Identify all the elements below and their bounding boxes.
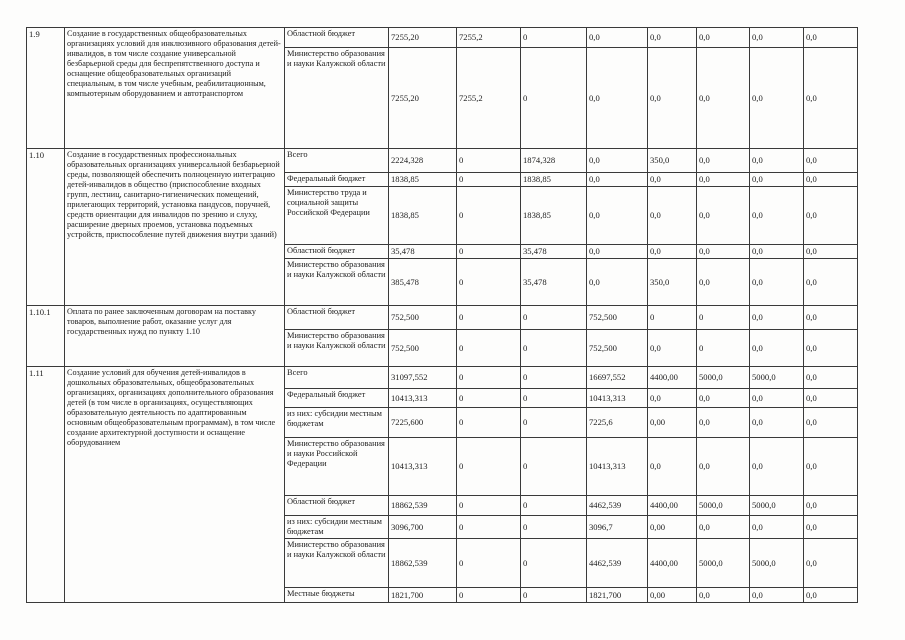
table-row xyxy=(27,367,858,389)
amount-cell: 0,0 xyxy=(648,28,697,48)
amount-cell: 0 xyxy=(457,516,521,539)
amount-cell: 0,0 xyxy=(750,516,804,539)
amount-cell: 0,0 xyxy=(697,245,750,259)
amount-cell: 0,0 xyxy=(648,330,697,367)
amount-cell: 0 xyxy=(521,587,587,602)
amount-cell: 3096,700 xyxy=(389,516,457,539)
amount-cell: 0 xyxy=(521,367,587,389)
amount-cell: 0,0 xyxy=(587,149,648,173)
amount-cell: 0 xyxy=(648,306,697,330)
amount-cell: 0,0 xyxy=(804,187,858,245)
amount-cell: 0,0 xyxy=(750,330,804,367)
amount-cell: 0,0 xyxy=(804,587,858,602)
amount-cell: 752,500 xyxy=(389,306,457,330)
funding-source: Министерство труда и социальной защиты Российской Федерации xyxy=(285,187,389,245)
amount-cell: 18862,539 xyxy=(389,496,457,516)
amount-cell: 0,0 xyxy=(804,496,858,516)
funding-source: Областной бюджет xyxy=(285,496,389,516)
table-body xyxy=(27,28,858,603)
amount-cell: 1874,328 xyxy=(521,149,587,173)
amount-cell: 0 xyxy=(521,408,587,438)
amount-cell: 0 xyxy=(457,173,521,187)
funding-source: Всего xyxy=(285,149,389,173)
amount-cell: 0,0 xyxy=(750,259,804,306)
amount-cell: 7255,20 xyxy=(389,48,457,149)
amount-cell: 0,0 xyxy=(587,187,648,245)
amount-cell: 1838,85 xyxy=(521,187,587,245)
amount-cell: 0,0 xyxy=(750,245,804,259)
amount-cell: 5000,0 xyxy=(750,496,804,516)
amount-cell: 0,0 xyxy=(804,149,858,173)
amount-cell: 0,0 xyxy=(750,389,804,408)
amount-cell: 0,0 xyxy=(697,28,750,48)
amount-cell: 0,0 xyxy=(804,306,858,330)
funding-source: Министерство образования и науки Калужской области xyxy=(285,538,389,587)
funding-source: Министерство образования и науки Калужской области xyxy=(285,330,389,367)
amount-cell: 0,00 xyxy=(648,516,697,539)
amount-cell: 0 xyxy=(457,259,521,306)
amount-cell: 18862,539 xyxy=(389,538,457,587)
amount-cell: 350,0 xyxy=(648,149,697,173)
amount-cell: 0 xyxy=(457,330,521,367)
amount-cell: 7255,2 xyxy=(457,28,521,48)
amount-cell: 0 xyxy=(521,496,587,516)
amount-cell: 752,500 xyxy=(587,330,648,367)
amount-cell: 0 xyxy=(697,330,750,367)
funding-source: Всего xyxy=(285,367,389,389)
amount-cell: 0 xyxy=(457,306,521,330)
amount-cell: 0 xyxy=(521,516,587,539)
table-row xyxy=(27,149,858,173)
amount-cell: 0,0 xyxy=(804,538,858,587)
amount-cell: 0,0 xyxy=(750,408,804,438)
amount-cell: 5000,0 xyxy=(697,538,750,587)
amount-cell: 0 xyxy=(521,28,587,48)
amount-cell: 0 xyxy=(521,330,587,367)
amount-cell: 0 xyxy=(457,367,521,389)
amount-cell: 0,0 xyxy=(804,516,858,539)
amount-cell: 5000,0 xyxy=(750,367,804,389)
amount-cell: 7255,2 xyxy=(457,48,521,149)
amount-cell: 4400,00 xyxy=(648,367,697,389)
amount-cell: 0 xyxy=(457,408,521,438)
amount-cell: 10413,313 xyxy=(389,389,457,408)
amount-cell: 0,0 xyxy=(804,28,858,48)
amount-cell: 0,0 xyxy=(804,245,858,259)
table-row xyxy=(27,28,858,48)
item-description: Создание условий для обучения детей-инвалидов в дошкольных образовательных, общеобразовательных организациях, организациях дополнительного образования детей (в том числе в организациях, осуществляющих образовательную деятельность по адаптированным основным общеобразовательным программам), в том числе создание архитектурной доступности и оснащение оборудованием xyxy=(65,367,285,603)
amount-cell: 16697,552 xyxy=(587,367,648,389)
amount-cell: 752,500 xyxy=(389,330,457,367)
item-code: 1.11 xyxy=(27,367,65,603)
funding-source: Местные бюджеты xyxy=(285,587,389,602)
amount-cell: 0 xyxy=(457,438,521,496)
amount-cell: 4462,539 xyxy=(587,496,648,516)
amount-cell: 0 xyxy=(521,389,587,408)
amount-cell: 752,500 xyxy=(587,306,648,330)
funding-source: из них: субсидии местным бюджетам xyxy=(285,516,389,539)
amount-cell: 4400,00 xyxy=(648,496,697,516)
amount-cell: 0,0 xyxy=(587,259,648,306)
amount-cell: 0,00 xyxy=(648,408,697,438)
amount-cell: 0 xyxy=(457,496,521,516)
amount-cell: 5000,0 xyxy=(697,367,750,389)
item-description: Создание в государственных профессиональных образовательных организациях универсальной безбарьерной среды, позволяющей обеспечить полноценную интеграцию детей-инвалидов в общество (приспособление входных групп, лестниц, санитарно-гигиенических помещений, прилегающих территорий, установка пандусов, поручней, средств ориентации для инвалидов по зрению и слуху, расширение дверных проемов, установка подъемных устройств, приспособление путей движения внутри зданий) xyxy=(65,149,285,306)
funding-source: из них: субсидии местным бюджетам xyxy=(285,408,389,438)
amount-cell: 0,0 xyxy=(750,306,804,330)
item-description: Оплата по ранее заключенным договорам на поставку товаров, выполнение работ, оказание услуг для государственных нужд по пункту 1.10 xyxy=(65,306,285,367)
item-description: Создание в государственных общеобразовательных организациях условий для инклюзивного образования детей-инвалидов, в том числе создание универсальной безбарьерной среды для беспрепятственного доступа и оснащение общеобразовательных организаций специальным, в том числе учебным, реабилитационным, компьютерным оборудованием и автотранспортом xyxy=(65,28,285,149)
amount-cell: 0,0 xyxy=(697,408,750,438)
amount-cell: 0,0 xyxy=(750,28,804,48)
funding-source: Федеральный бюджет xyxy=(285,389,389,408)
amount-cell: 0,0 xyxy=(750,48,804,149)
amount-cell: 5000,0 xyxy=(750,538,804,587)
amount-cell: 0 xyxy=(521,306,587,330)
amount-cell: 7255,20 xyxy=(389,28,457,48)
amount-cell: 0 xyxy=(521,538,587,587)
amount-cell: 1838,85 xyxy=(521,173,587,187)
budget-table xyxy=(26,27,858,603)
amount-cell: 0 xyxy=(457,149,521,173)
amount-cell: 1838,85 xyxy=(389,173,457,187)
amount-cell: 35,478 xyxy=(521,245,587,259)
amount-cell: 4400,00 xyxy=(648,538,697,587)
funding-source: Министерство образования и науки Калужской области xyxy=(285,259,389,306)
amount-cell: 0,0 xyxy=(697,438,750,496)
amount-cell: 0,0 xyxy=(697,173,750,187)
amount-cell: 0,0 xyxy=(648,48,697,149)
amount-cell: 0,0 xyxy=(697,516,750,539)
amount-cell: 385,478 xyxy=(389,259,457,306)
amount-cell: 0,0 xyxy=(697,48,750,149)
amount-cell: 0,0 xyxy=(750,587,804,602)
amount-cell: 0,0 xyxy=(804,330,858,367)
amount-cell: 10413,313 xyxy=(389,438,457,496)
amount-cell: 0,0 xyxy=(648,438,697,496)
amount-cell: 0,0 xyxy=(648,245,697,259)
amount-cell: 0,0 xyxy=(587,245,648,259)
amount-cell: 1838,85 xyxy=(389,187,457,245)
amount-cell: 0,0 xyxy=(750,187,804,245)
amount-cell: 0,0 xyxy=(804,48,858,149)
amount-cell: 5000,0 xyxy=(697,496,750,516)
amount-cell: 0,0 xyxy=(804,367,858,389)
amount-cell: 1821,700 xyxy=(389,587,457,602)
amount-cell: 0,0 xyxy=(804,438,858,496)
amount-cell: 0 xyxy=(457,389,521,408)
amount-cell: 0,0 xyxy=(750,149,804,173)
amount-cell: 0,0 xyxy=(697,389,750,408)
amount-cell: 4462,539 xyxy=(587,538,648,587)
item-code: 1.9 xyxy=(27,28,65,149)
amount-cell: 3096,7 xyxy=(587,516,648,539)
funding-source: Областной бюджет xyxy=(285,245,389,259)
amount-cell: 35,478 xyxy=(521,259,587,306)
amount-cell: 0 xyxy=(521,48,587,149)
amount-cell: 0,0 xyxy=(697,259,750,306)
item-code: 1.10.1 xyxy=(27,306,65,367)
amount-cell: 0 xyxy=(457,245,521,259)
amount-cell: 0,0 xyxy=(750,438,804,496)
amount-cell: 0 xyxy=(457,538,521,587)
funding-source: Федеральный бюджет xyxy=(285,173,389,187)
funding-source: Министерство образования и науки Калужской области xyxy=(285,48,389,149)
amount-cell: 0,0 xyxy=(648,187,697,245)
table-row xyxy=(27,306,858,330)
amount-cell: 0,0 xyxy=(648,173,697,187)
amount-cell: 0,0 xyxy=(804,173,858,187)
amount-cell: 0,0 xyxy=(750,173,804,187)
amount-cell: 31097,552 xyxy=(389,367,457,389)
amount-cell: 2224,328 xyxy=(389,149,457,173)
amount-cell: 0 xyxy=(521,438,587,496)
amount-cell: 0,0 xyxy=(804,259,858,306)
amount-cell: 0,0 xyxy=(804,389,858,408)
amount-cell: 0,0 xyxy=(697,587,750,602)
amount-cell: 35,478 xyxy=(389,245,457,259)
item-code: 1.10 xyxy=(27,149,65,306)
amount-cell: 0 xyxy=(457,187,521,245)
amount-cell: 10413,313 xyxy=(587,389,648,408)
amount-cell: 350,0 xyxy=(648,259,697,306)
amount-cell: 0 xyxy=(697,306,750,330)
amount-cell: 0,0 xyxy=(697,187,750,245)
amount-cell: 7225,6 xyxy=(587,408,648,438)
amount-cell: 1821,700 xyxy=(587,587,648,602)
amount-cell: 0,0 xyxy=(587,173,648,187)
amount-cell: 10413,313 xyxy=(587,438,648,496)
amount-cell: 0,0 xyxy=(804,408,858,438)
amount-cell: 7225,600 xyxy=(389,408,457,438)
amount-cell: 0,0 xyxy=(697,149,750,173)
amount-cell: 0,0 xyxy=(587,48,648,149)
funding-source: Областной бюджет xyxy=(285,306,389,330)
amount-cell: 0,00 xyxy=(648,587,697,602)
funding-source: Областной бюджет xyxy=(285,28,389,48)
funding-source: Министерство образования и науки Российской Федерации xyxy=(285,438,389,496)
amount-cell: 0,0 xyxy=(587,28,648,48)
amount-cell: 0 xyxy=(457,587,521,602)
amount-cell: 0,0 xyxy=(648,389,697,408)
